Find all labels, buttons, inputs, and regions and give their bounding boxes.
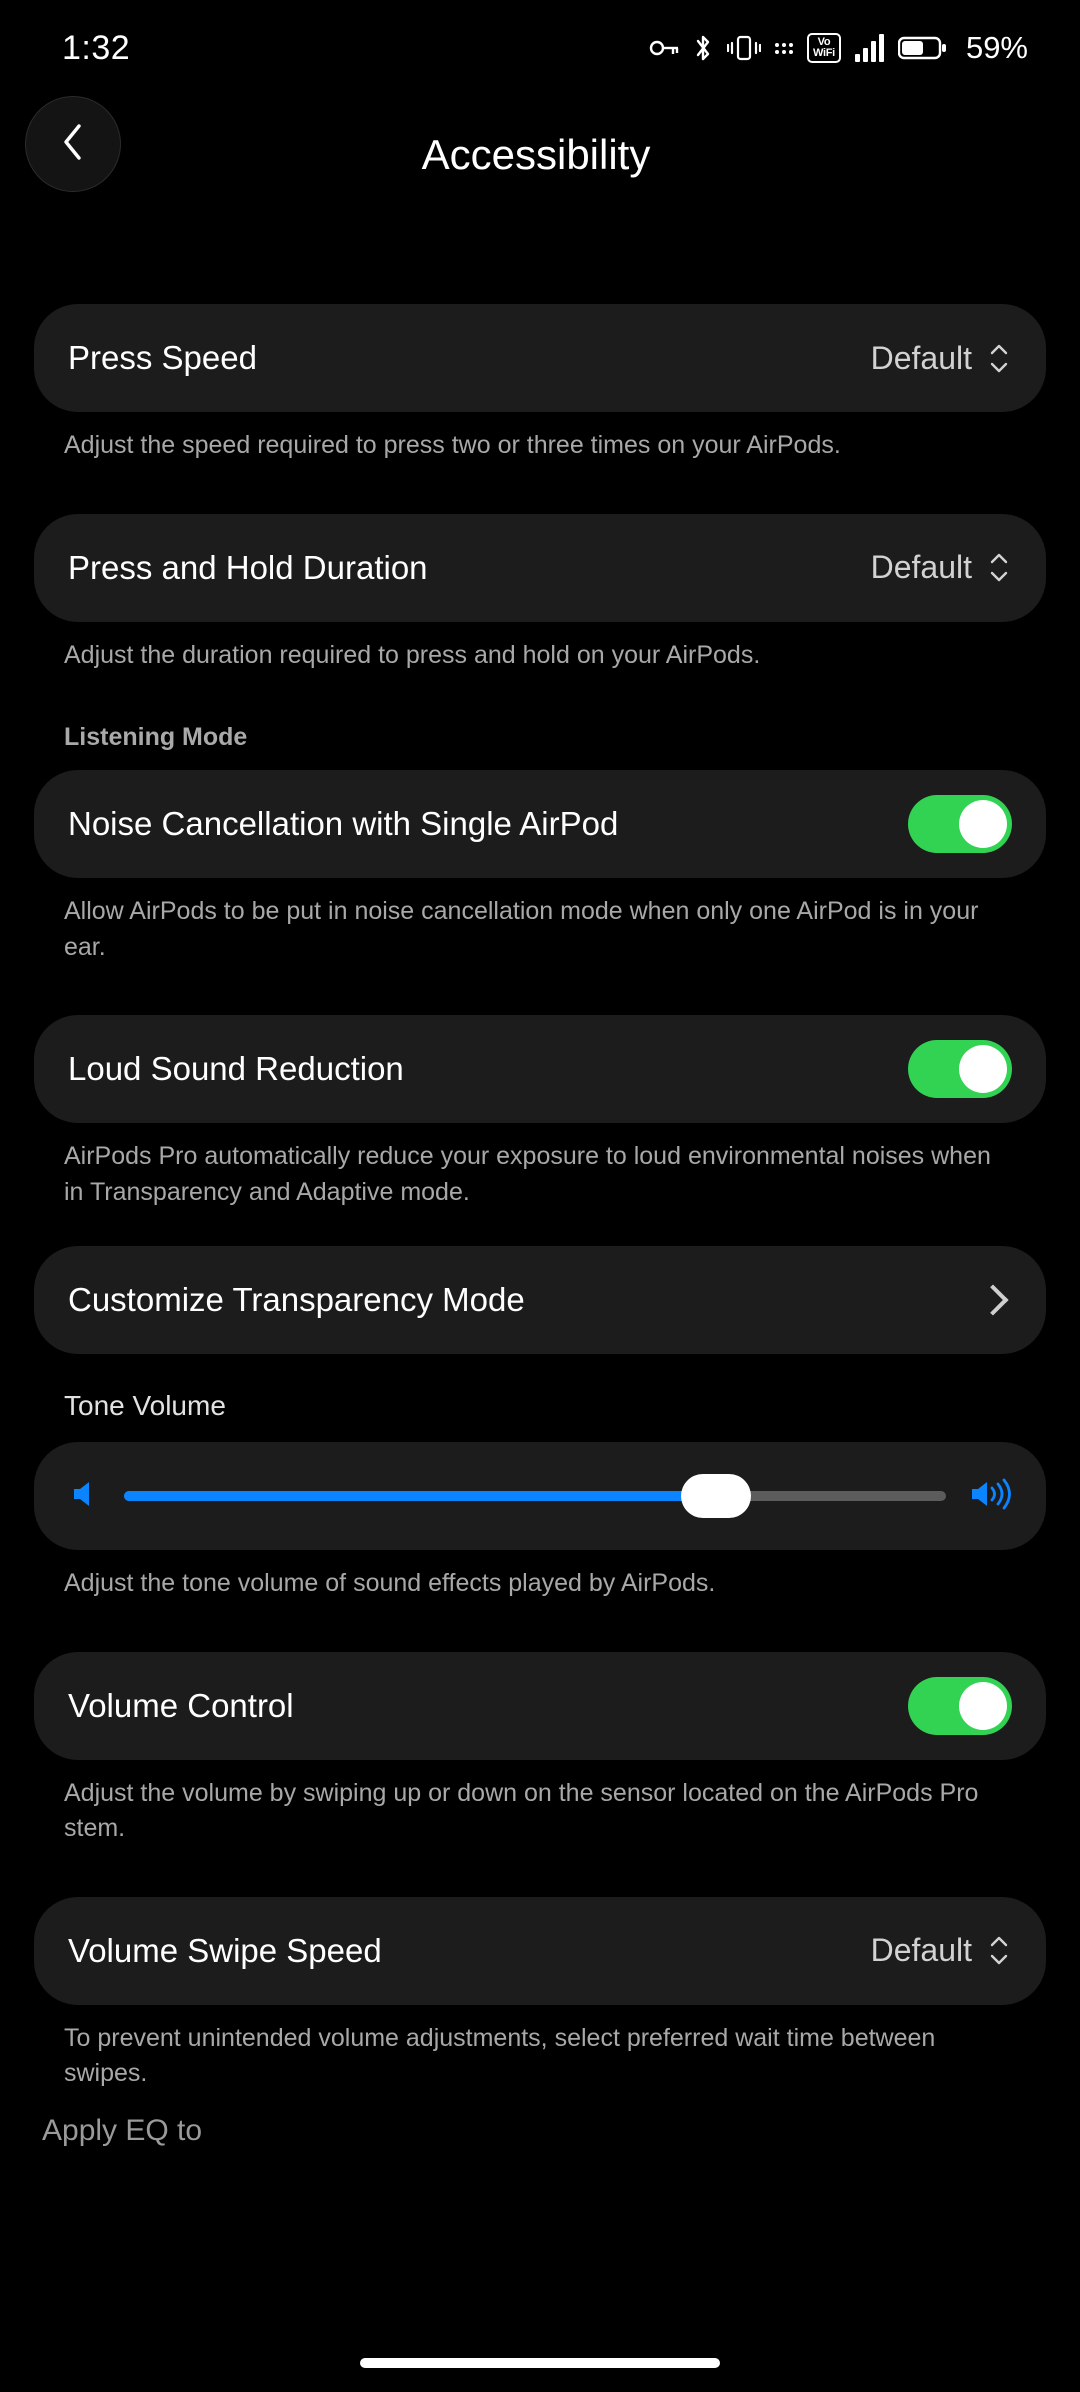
tone-volume-slider-row[interactable] [34,1442,1046,1550]
page-title: Accessibility [421,131,651,178]
bluetooth-icon [693,33,713,63]
volte-wifi-icon: Vo WiFi [807,33,841,63]
setting-noise-cancellation-single-airpod[interactable] [34,770,1046,878]
key-icon [649,37,679,59]
slider-fill [124,1491,716,1501]
wifi-calling-icon [775,43,793,54]
battery-percent: 59% [965,30,1028,65]
noise-cancellation-description: Allow AirPods to be put in noise cancellation mode when only one AirPod is in your ear. [64,897,979,961]
press-hold-duration-label: Press and Hold Duration [68,548,428,586]
press-hold-duration-value: Default [870,549,972,585]
loud-sound-reduction-toggle[interactable] [908,1040,1012,1098]
status-icons [649,30,1028,66]
customize-transparency-label: Customize Transparency Mode [68,1281,525,1318]
press-speed-value-group[interactable] [871,340,1012,377]
press-speed-value: Default [870,339,972,376]
listening-mode-section-label: Listening Mode [64,723,248,751]
toggle-knob [959,1682,1007,1730]
status-bar [0,0,1080,96]
apply-eq-to-label: Apply EQ to [42,2113,203,2147]
volume-swipe-speed-value: Default [870,1932,972,1968]
back-button[interactable] [25,96,121,192]
setting-press-speed[interactable] [34,304,1046,412]
home-indicator[interactable] [360,2358,720,2368]
chevron-left-icon [60,122,86,167]
chevron-right-icon [977,1284,1008,1315]
volume-swipe-speed-value-group[interactable] [871,1932,1012,1969]
volume-control-description: Adjust the volume by swiping up or down on the sensor located on the AirPods Pro stem. [64,1778,979,1842]
loud-sound-reduction-label: Loud Sound Reduction [68,1050,404,1087]
volume-swipe-speed-description: To prevent unintended volume adjustments, select preferred wait time between swipes. [64,2023,936,2087]
slider-thumb[interactable] [681,1474,751,1518]
noise-cancellation-toggle[interactable] [908,795,1012,853]
tone-volume-label: Tone Volume [64,1390,226,1421]
toggle-knob [959,800,1007,848]
volume-high-icon [968,1477,1012,1516]
chevron-updown-icon[interactable] [986,1936,1012,1965]
status-time: 1:32 [62,28,131,67]
battery-icon [898,35,946,61]
vibrate-icon [727,34,761,62]
noise-cancellation-label: Noise Cancellation with Single AirPod [68,805,619,842]
press-speed-description: Adjust the speed required to press two or three times on your AirPods. [64,431,841,459]
setting-volume-control[interactable] [34,1652,1046,1760]
tone-volume-slider[interactable] [124,1474,946,1518]
setting-press-hold-duration[interactable] [34,514,1046,622]
toggle-knob [959,1045,1007,1093]
volume-control-label: Volume Control [68,1686,294,1724]
setting-loud-sound-reduction[interactable] [34,1015,1046,1123]
setting-customize-transparency-mode[interactable] [34,1246,1046,1354]
press-speed-label: Press Speed [68,339,257,376]
chevron-updown-icon[interactable] [986,553,1012,582]
volume-control-toggle[interactable] [908,1677,1012,1735]
press-hold-duration-description: Adjust the duration required to press and hold on your AirPods. [64,640,761,669]
volume-low-icon [68,1478,102,1515]
press-hold-duration-value-group[interactable] [871,549,1012,586]
volume-swipe-speed-label: Volume Swipe Speed [68,1931,382,1969]
signal-bars-icon [855,34,884,62]
setting-volume-swipe-speed[interactable] [34,1897,1046,2005]
tone-volume-description: Adjust the tone volume of sound effects played by AirPods. [64,1569,716,1597]
page-header [0,96,1080,214]
loud-sound-reduction-description: AirPods Pro automatically reduce your exposure to loud environmental noises when in Transparency and Adaptive mode. [64,1142,991,1206]
settings-list [0,214,1080,2148]
chevron-updown-icon[interactable] [986,344,1012,373]
